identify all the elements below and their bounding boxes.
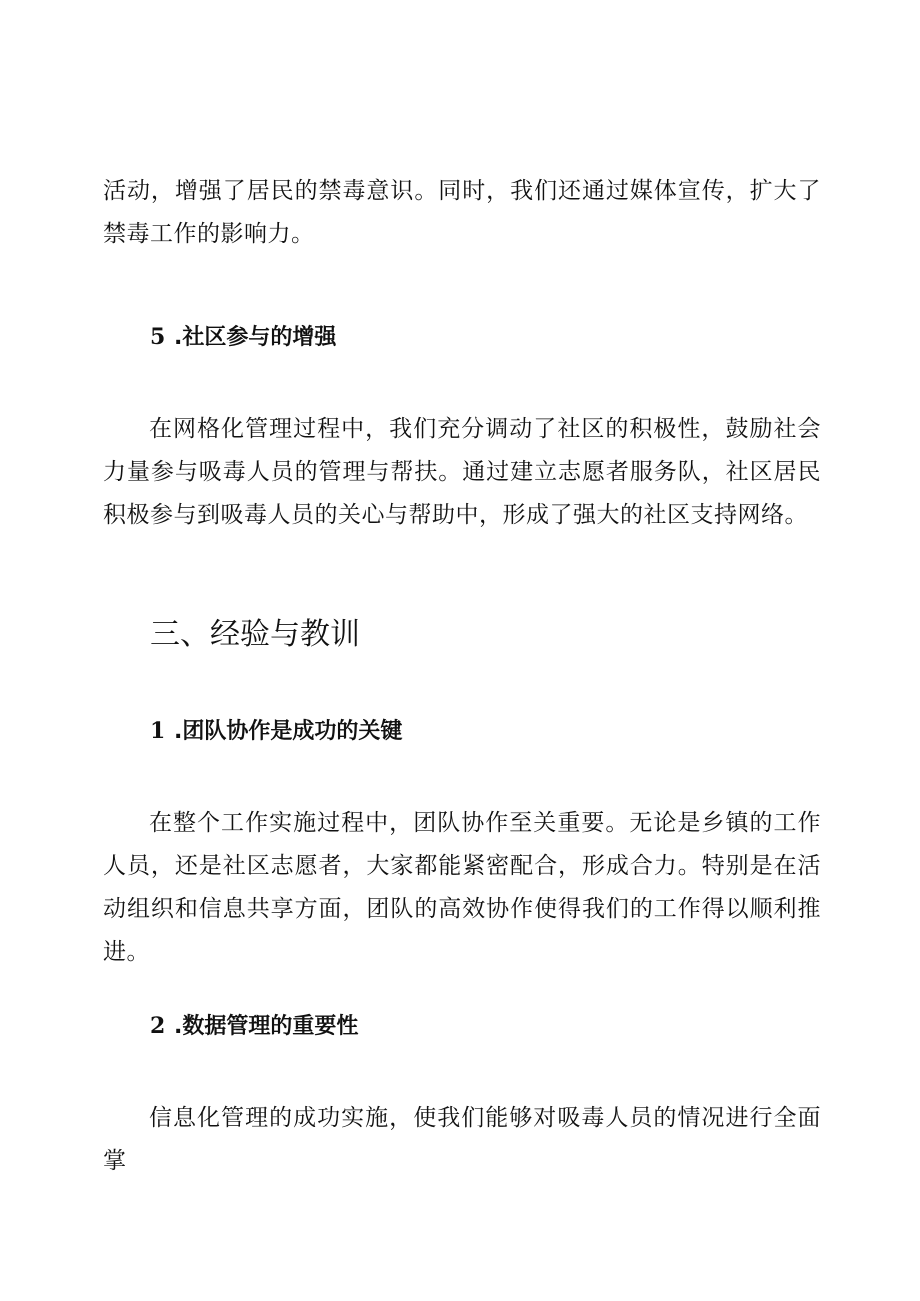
subheading-number: 1 [150, 718, 166, 744]
subheading-data-management [150, 1011, 358, 1042]
paragraph-community-support: 在网格化管理过程中，我们充分调动了社区的积极性，鼓励社会力量参与吸毒人员的管理与帮扶。通过建立志愿者服务队，社区居民积极参与到吸毒人员的关心与帮助中，形成了强大的社区支持网络。 [103, 416, 821, 528]
paragraph-media-publicity: 活动，增强了居民的禁毒意识。同时，我们还通过媒体宣传，扩大了禁毒工作的影响力。 [103, 178, 821, 247]
subheading-text: .团队协作是成功的关键 [174, 719, 403, 744]
subheading-text: .数据管理的重要性 [174, 1014, 359, 1039]
subheading-teamwork [150, 716, 402, 747]
subheading-community-participation [150, 322, 336, 353]
subheading-number: 5 [150, 324, 166, 350]
section-heading-experience: 三、经验与教训 [150, 617, 360, 652]
paragraph-data-management: 信息化管理的成功实施，使我们能够对吸毒人员的情况进行全面掌 [103, 1105, 821, 1174]
subheading-number: 2 [150, 1013, 166, 1039]
paragraph-teamwork: 在整个工作实施过程中，团队协作至关重要。无论是乡镇的工作人员，还是社区志愿者，大家都能紧密配合，形成合力。特别是在活动组织和信息共享方面，团队的高效协作使得我们的工作得以顺利推进。 [103, 810, 821, 965]
subheading-text: .社区参与的增强 [174, 325, 337, 350]
